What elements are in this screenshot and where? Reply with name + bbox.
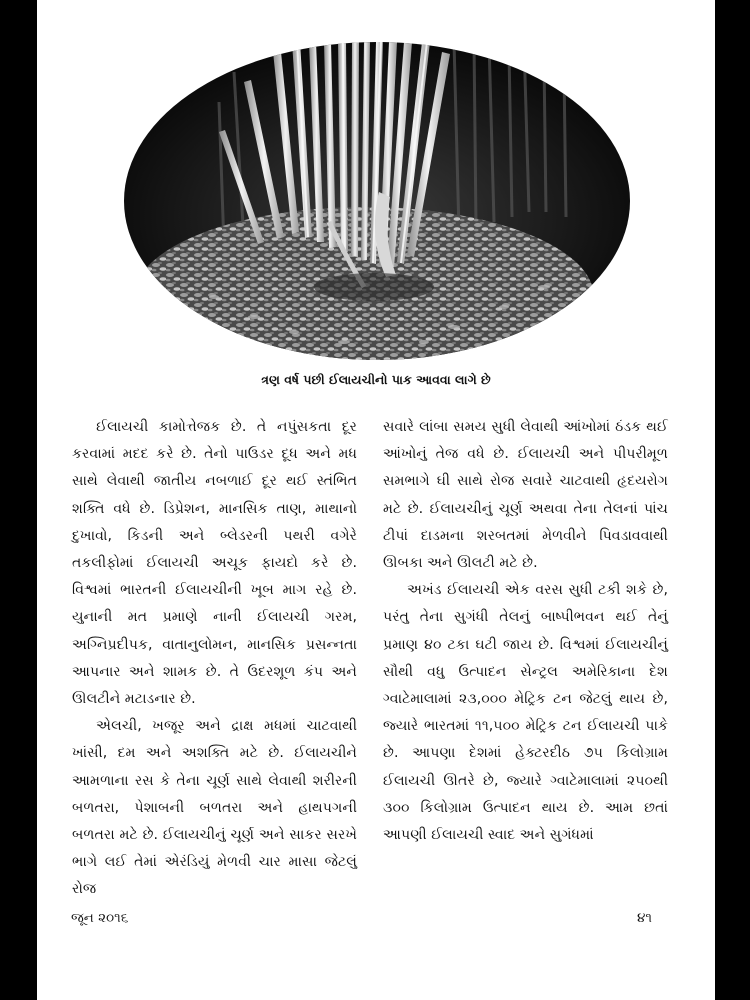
oval-photo-illustration [124, 42, 630, 360]
paragraph: સવારે લાંબા સમય સુધી લેવાથી આંખોમાં ઠંડક થઈ આંખોનું તેજ વધે છે. ઈલાયચી અને પીપરીમૂળ સમભાગે ઘી સાથે રોજ સવારે ચાટવાથી હૃદયરોગ મટે છે. ઈલાયચીનું ચૂર્ણ અથવા તેના તેલનાં પાંચ ટીપાં દાડમના શરબતમાં મેળવીને પિવડાવવાથી ઊબકા અને ઊલટી મટે છે. [383, 419, 668, 572]
paragraph: એલચી, ખજૂર અને દ્રાક્ષ મધમાં ચાટવાથી ખાંસી, દમ અને અશક્તિ મટે છે. ઈલાયચીને આમળાના રસ કે તેના ચૂર્ણ સાથે લેવાથી શરીરની બળતરા, પેશાબની બળતરા અને હાથપગની બળતરા મટે છે. ઈલાયચીનું ચૂર્ણ અને સાકર સરખે ભાગે લઈ તેમાં એરંડિયું મેળવી ચાર માસા જેટલું રોજ [72, 718, 357, 898]
issue-date: જૂન ૨૦૧૬ [71, 910, 129, 926]
left-text-column [72, 414, 357, 904]
right-text-column [383, 414, 668, 849]
magazine-page [37, 0, 715, 1000]
paragraph: ઈલાયચી કામોત્તેજક છે. તે નપુંસકતા દૂર કરવામાં મદદ કરે છે. તેનો પાઉડર દૂધ અને મધ સાથે લેવાથી જાતીય નબળાઈ દૂર થઈ સ્તંભિત શક્તિ વધે છે. ડિપ્રેશન, માનસિક તાણ, માથાનો દુખાવો, કિડની અને બ્લેડરની પથરી વગેરે તકલીફોમાં ઈલાયચી અચૂક ફાયદો કરે છે. વિશ્વમાં ભારતની ઈલાયચીની ખૂબ માગ રહે છે. યુનાની મત પ્રમાણે નાની ઈલાયચી ગરમ, અગ્નિપ્રદીપક, વાતાનુલોમન, માનસિક પ્રસન્નતા આપનાર અને શામક છે. તે ઉદરશૂળ કંપ અને ઊલટીને મટાડનાર છે. [72, 419, 357, 708]
page-number: ૪૧ [637, 910, 652, 926]
paragraph: અખંડ ઈલાયચી એક વરસ સુધી ટકી શકે છે, પરંતુ તેના સુગંધી તેલનું બાષ્પીભવન થઈ તેનું પ્રમાણ ૪૦ ટકા ઘટી જાય છે. વિશ્વમાં ઈલાયચીનું સૌથી વધુ ઉત્પાદન સેન્ટ્રલ અમેરિકાના દેશ ગ્વાટેમાલામાં ૨૩,૦૦૦ મેટ્રિક ટન જેટલું થાય છે, જ્યારે ભારતમાં ૧૧,૫૦૦ મેટ્રિક ટન ઈલાયચી પાકે છે. આપણા દેશમાં હેક્ટરદીઠ ૭૫ કિલોગ્રામ ઈલાયચી ઊતરે છે, જ્યારે ગ્વાટેમાલામાં ૨૫૦થી ૩૦૦ કિલોગ્રામ ઉત્પાદન થાય છે. આમ છતાં આપણી ઈલાયચી સ્વાદ અને સુગંધમાં [383, 582, 668, 844]
photo-caption: ત્રણ વર્ષ પછી ઈલાયચીનો પાક આવવા લાગે છે [261, 372, 491, 387]
cardamom-plant-photo [124, 42, 630, 360]
